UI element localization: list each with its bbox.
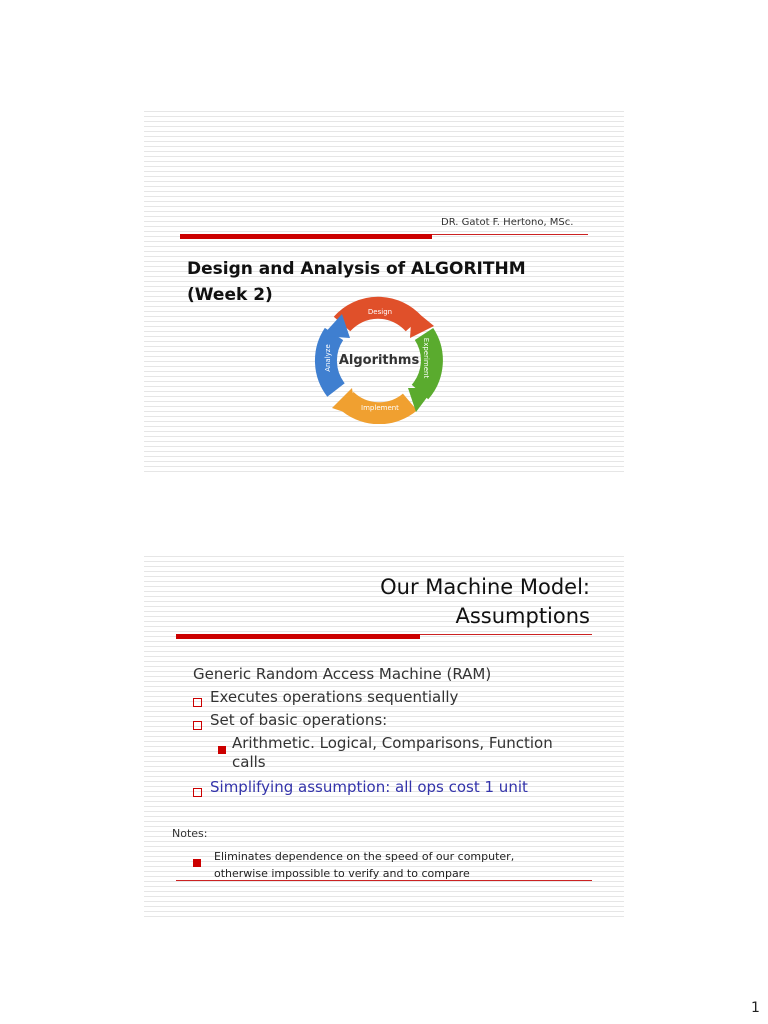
author-name: DR. Gatot F. Hertono, MSc.	[441, 217, 574, 228]
title-line-2: (Week 2)	[187, 285, 273, 305]
slide-2-title-line-1: Our Machine Model:	[380, 575, 590, 599]
notes-text	[214, 848, 514, 882]
analyze-label: Analyze	[324, 344, 332, 372]
implement-label: Implement	[361, 404, 399, 412]
solid-bullet-icon	[218, 739, 226, 758]
sub-bullet-line-1: Arithmetic. Logical, Comparisons, Function	[232, 734, 553, 752]
notes-rule	[176, 880, 592, 881]
page-number: 1	[751, 1000, 760, 1016]
bullet-2: Set of basic operations:	[210, 711, 388, 729]
slide-2-title	[380, 573, 590, 631]
highlight-bullet: Simplifying assumption: all ops cost 1 unit	[210, 778, 528, 796]
hollow-bullet-icon	[193, 692, 202, 711]
notes-line-1: Eliminates dependence on the speed of our computer,	[214, 850, 515, 863]
title-rule-thick	[180, 234, 432, 239]
bullet-1: Executes operations sequentially	[210, 688, 459, 706]
hollow-bullet-icon	[193, 715, 202, 734]
intro-line: Generic Random Access Machine (RAM)	[193, 665, 492, 683]
slide-2-rule-thin	[420, 634, 592, 635]
slide-2-title-line-2: Assumptions	[455, 604, 590, 628]
algorithms-center-label: Algorithms	[338, 353, 420, 368]
slide-2-rule-thick	[176, 634, 420, 639]
experiment-label: Experiment	[422, 337, 430, 379]
title-rule-thin	[432, 234, 588, 235]
notes-bullet-icon	[193, 852, 201, 871]
notes-line-2: otherwise impossible to verify and to compare	[214, 867, 470, 880]
design-label: Design	[367, 308, 393, 316]
hollow-bullet-icon	[193, 782, 202, 801]
title-line-1: Design and Analysis of ALGORITHM	[187, 259, 526, 279]
algorithms-cycle-diagram	[312, 296, 444, 424]
implement-arrowhead	[332, 388, 356, 416]
notes-label: Notes:	[172, 827, 208, 840]
sub-bullet-line-2: calls	[232, 753, 266, 771]
